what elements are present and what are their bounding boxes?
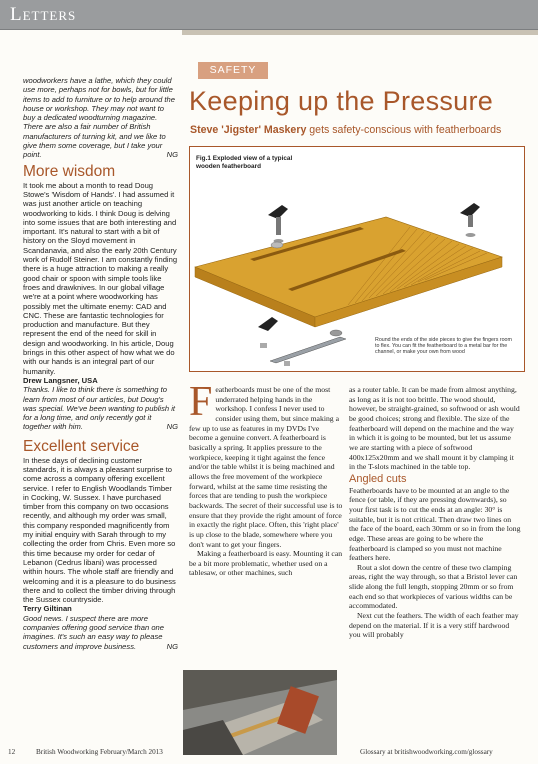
article-column-2 xyxy=(349,385,521,640)
article-paragraph: eatherboards must be one of the most underrated helping hands in the workshop. I confess I never used to consider using them, but since making a few up to use as features in my DVDs I've become a genuine convert. A featherboard is basically a spring. It applies pressure to the workpiece, keeping it tight against the fence and/or the table whilst it is being machined and allows the free movement of the workpiece forward, whilst at the same time resisting the forces that are tending to push the workpiece backwards. The secret of their successful use is to ensure that they provide the right amount of force in exactly the right place. Often, this 'right place' is up close to the blade, somewhere where you don't want to get your fingers. xyxy=(189,385,343,549)
page-number: 12 xyxy=(8,748,16,756)
subtitle-text: gets safety-conscious with featherboards xyxy=(306,124,502,136)
editor-reply xyxy=(23,385,178,431)
figure-caption: Fig.1 Exploded view of a typical wooden featherboard xyxy=(196,155,293,170)
intro-reply xyxy=(23,76,178,160)
article-column-1 xyxy=(189,379,344,578)
featherboard-figure xyxy=(189,146,525,372)
header-strip xyxy=(182,30,538,35)
editor-signature: NG xyxy=(166,150,178,160)
tablesaw-photo-illustration xyxy=(183,670,337,755)
article-author: Steve 'Jigster' Maskery xyxy=(190,124,307,136)
article-subtitle xyxy=(190,124,501,136)
letter-author: Terry Giltinan xyxy=(23,604,72,614)
letter-heading-excellent-service: Excellent service xyxy=(23,437,140,455)
section-header xyxy=(0,0,538,30)
nut xyxy=(260,343,267,348)
washer xyxy=(271,242,283,248)
article-paragraph: Featherboards have to be mounted at an angle to the fence (or table, if they are pressing downwards), so your first task is to cut the ends at an angle: 30° is suitable, but it is not critical. Then draw two lines on the face of the board, each 30mm or so in from the long edge. These areas are going to be where the featherboard is clamped so you must not machine feathers here. xyxy=(349,485,521,563)
section-title: Letters xyxy=(10,4,77,25)
magazine-issue: British Woodworking February/March 2013 xyxy=(36,748,163,756)
article-title: Keeping up the Pressure xyxy=(189,86,494,116)
letters-column xyxy=(23,76,178,651)
t-slot-bar xyxy=(270,337,346,363)
letter-author: Drew Langsner, USA xyxy=(23,375,98,385)
editor-reply-text: Thanks. I like to think there is something to learn from most of our articles, but Doug's was special. We've been wanting to publish it for a long time, and only recently got it together with him. xyxy=(23,385,176,432)
letter-body: It took me about a month to read Doug Stowe's 'Wisdom of Hands'. I had assumed it was just another article on teaching woodworking to kids. I think Doug is delving into some issues that are both interesting and important. It's natural to start with a bit of history on the Sloyd movement in Scandanavia, and also the early 20th Century work of Rudolf Steiner. I am constantly finding there is a huge attraction to making a really good chair or spoon with simple tools like froes and drawknives. In our global village we're at a point where woodworking has possibly met the ultimate enemy: CAD and CNC. These are fantastic technologies for production and manufacture. But they represent the end of the need for skill in design and woodworking. In his article, Doug brings in this other aspect of how what we do with our hands is an integral part of our humanity. xyxy=(23,180,178,376)
article-paragraph: Rout a slot down the centre of these two clamping areas, right the way through, so that a Bristol lever can slide along the full length, stopping 20mm or so from each end so that workpieces of various widths can be accommodated. xyxy=(349,562,518,611)
category-tag: SAFETY xyxy=(198,62,268,79)
bristol-lever xyxy=(460,203,480,237)
nut xyxy=(284,361,290,366)
letter-heading-more-wisdom: More wisdom xyxy=(23,162,116,180)
section-heading-angled-cuts: Angled cuts xyxy=(349,472,407,485)
workshop-photo xyxy=(183,670,337,755)
drop-cap: F xyxy=(189,379,213,425)
editor-signature: NG xyxy=(166,641,178,651)
editor-reply xyxy=(23,614,178,651)
intro-reply-text: woodworkers have a lathe, which they could use more, perhaps not for bowls, but for little items to add to furniture or to help around the house or workshop. They may not want to buy a dedicated woodturning magazine. There are also a fair number of British manufacturers of turning kit, and we like to give them some coverage, but I take your point. xyxy=(23,76,175,160)
editor-reply-text: Good news. I suspect there are more companies offering good service than one imagines. It's such an easy way to please customers and improve business. xyxy=(23,613,164,651)
bristol-lever xyxy=(258,317,278,331)
bristol-lever xyxy=(268,205,288,243)
editor-signature: NG xyxy=(166,422,178,432)
article-paragraph: Making a featherboard is easy. Mounting it can be a bit more problematic, whether used on a tablesaw, or other machines, such xyxy=(189,549,343,578)
glossary-link[interactable]: Glossary at britishwoodworking.com/glossary xyxy=(360,748,493,756)
letter-body: In these days of declining customer standards, it is always a pleasant surprise to come across a company offering excellent service. I refer to English Woodlands Timber in Cocking, W. Sussex. I have purchased timber from this company on two occasions recently, and although my order was small, this company responded magnificently from my initial enquiry with Sarah through to my collecting the order from Chris. Even more so this time because my order for cedar of Lebanon (Cedrus libani) was processed within hours. The whole staff are friendly and welcoming and it is a pleasure to do business there and to collect the timber driving through the Sussex countryside. xyxy=(23,455,176,605)
figure-note: Round the ends of the side pieces to give the fingers room to flex. You can fit the featherboard to a metal bar for the channel, or make your own from wood xyxy=(375,337,512,356)
article-paragraph: Next cut the feathers. The width of each feather may depend on the material. If it is a very stiff hardwood you will probably xyxy=(349,611,519,640)
article-paragraph: as a router table. It can be made from almost anything, as long as it is not too brittle. The wood should, however, be straight-grained, so softwood or ash would be good choices; strong and flexible. The size of the featherboard will depend on the machine and the way in which it is going to be mounted, but let us assume we are starting with a piece of softwood 400x125x20mm and we shall mount it by clamping it in the T-slots machined in the table top. xyxy=(349,385,520,472)
washer xyxy=(330,330,342,336)
